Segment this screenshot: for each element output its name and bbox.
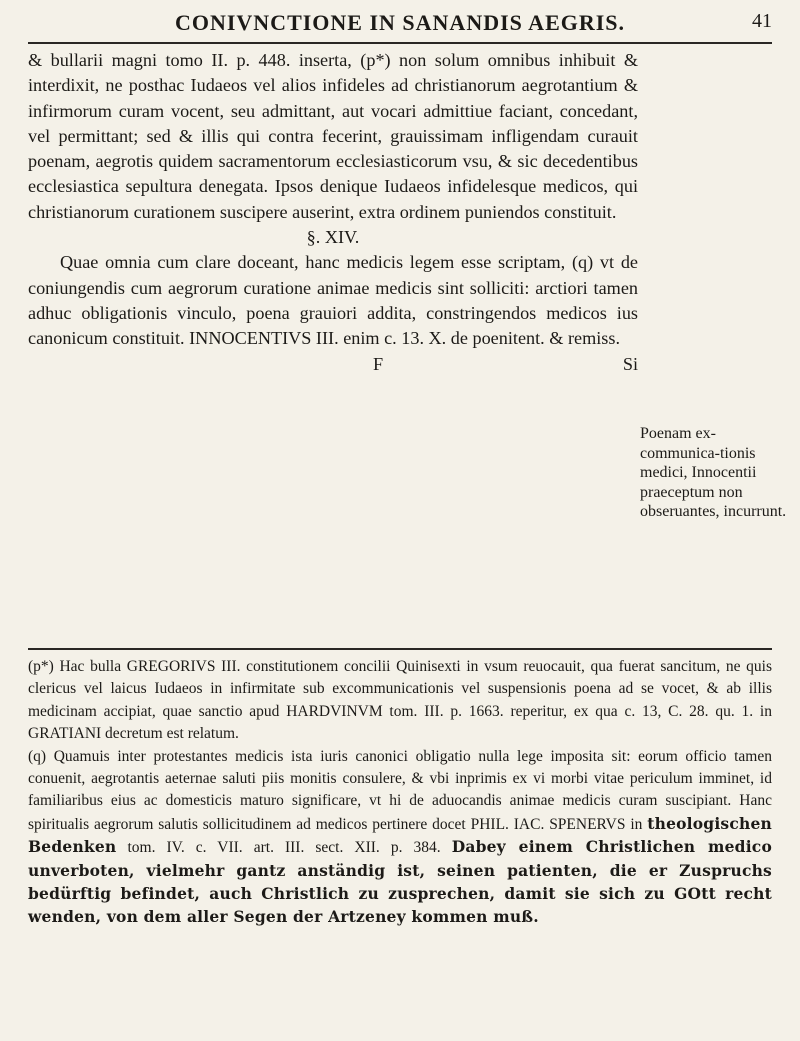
footnote-q-reference: tom. IV. c. VII. art. III. sect. XII. p. 384.	[127, 839, 441, 857]
footnote-q-german-title: theologischen Bedenken	[28, 813, 772, 857]
main-paragraph-1: & bullarii magni tomo II. p. 448. inserta, (p*) non solum omnibus inhibuit & interdixit, ne posthac Iudaeos vel alios infideles ad christianorum aegrotantium & infirmorum curam vocent, seu admittant, aut vocari admittiue faciant, concedant, vel permittant; sed & illis qui contra fecerint, grauissimam infligendam curauit poenam, aegrotis quidem sacramentorum ecclesiasticorum vsu, & sic decedentibus ecclesiastica sepultura denegata. Ipsos denique Iudaeos infidelesque medicos, qui christianorum curationem suscipere auserint, extra ordinem puniendos constituit.	[28, 50, 638, 222]
running-head: CONIVNCTIONE IN SANANDIS AEGRIS.	[174, 10, 626, 35]
header-rule	[28, 42, 772, 44]
page-header	[28, 8, 772, 44]
margin-note	[640, 424, 790, 522]
signature-mark: F	[373, 353, 384, 374]
section-heading: §. XIV.	[306, 227, 360, 248]
main-paragraph-2: Quae omnia cum clare doceant, hanc medicis legem esse scriptam, (q) vt de coniungendis cum aegrorum curatione animae medicis sint solliciti: arctiori tamen adhuc obligationis vinculo, poena grauiori addita, constringendos medicos ius canonicum constituit. INNOCENTIVS III. enim c. 13. X. de poenitent. & remiss.	[28, 252, 638, 349]
footnote-q-german-quote: Dabey einem Christlichen medico unverboten, vielmehr gantz anständig ist, seinen patienten, die er Zuspruchs bedürftig befindet, auch Christlich zu zusprechen, damit sie sich zu GOtt recht wenden, von dem aller Segen der Artzeney kommen muß.	[28, 837, 772, 927]
footnote-rule	[28, 648, 772, 650]
footnote-q	[28, 746, 772, 930]
main-text	[28, 48, 638, 376]
footnote-p: (p*) Hac bulla GREGORIVS III. constitutionem concilii Quinisexti in vsum reuocauit, qua fuerat sancitum, ne quis clericus vel laicus Iudaeos in infirmitate sub excommunicationis vel suspensionis poena ad se vocet, & ab illis medicinam accipiat, quae sanctio apud HARDVINVM tom. III. p. 1663. reperitur, ex qua c. 13, C. 28. qu. 1. in GRATIANI decretum est relatum.	[28, 658, 772, 743]
catchword: Si	[622, 353, 638, 374]
page-number: 41	[752, 10, 772, 32]
margin-note-text: Poenam ex-communica-tionis medici, Innocentii praeceptum non obseruantes, incurrunt.	[640, 425, 787, 520]
footnotes	[28, 656, 772, 930]
signature-line	[28, 352, 638, 376]
footnote-q-latin: (q) Quamuis inter protestantes medicis ista iuris canonici obligatio nulla lege imposita sit: eorum officio tamen conuenit, aegrotantis aeternae saluti piis monitis consulere, & vbi inprimis ex vi morbi vitae periculum imminet, id familiaribus eius ac domesticis maturo significare, vt hi de aduocandis animae medicis curam suscipiant. Hanc spiritualis aegrorum salutis sollicitudinem ad medicos pertinere docet PHIL. IAC. SPENERVS in	[28, 747, 772, 833]
